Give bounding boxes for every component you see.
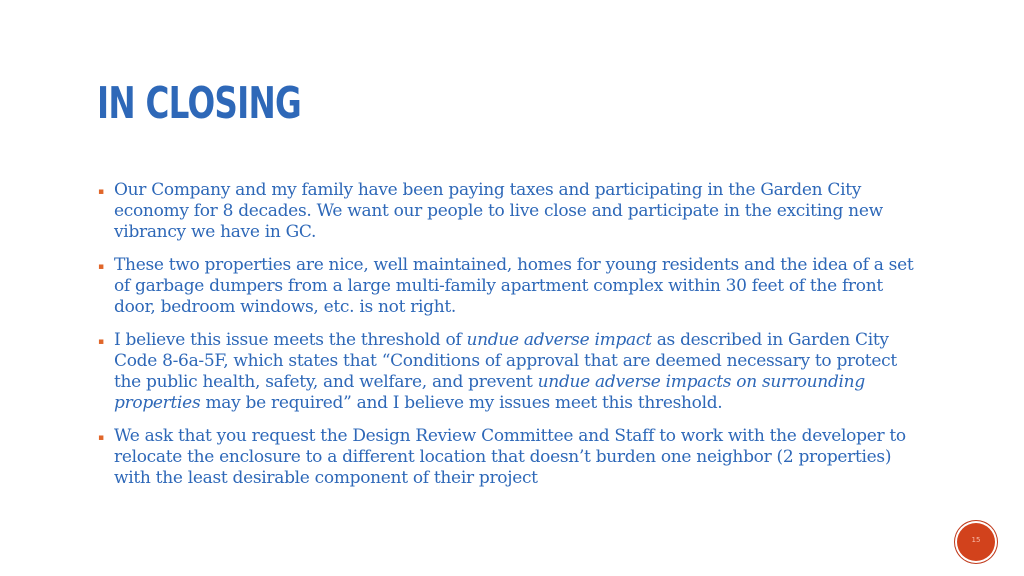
slide-number: 15 — [971, 536, 981, 544]
bullet-item — [98, 426, 928, 489]
bullet-text-part: as described in Garden City Code 8-6a-5F, which states that “Conditions of approval that are deemed necessary to protect the public health, safety, and welfare, and prevent — [114, 330, 897, 392]
bullet-item — [98, 330, 928, 414]
bullet-square-icon: ▪ — [98, 337, 104, 347]
bullet-item — [98, 255, 928, 318]
bullet-item — [98, 180, 928, 243]
bullet-text: These two properties are nice, well maintained, homes for young residents and the idea of a set of garbage dumpers from a large multi-family apartment complex within 30 feet of the front door, bedroom windows, etc. is not right. — [114, 255, 914, 317]
bullet-text — [114, 330, 897, 413]
italic-phrase: undue adverse impacts on surrounding properties — [114, 372, 865, 413]
slide-title: IN CLOSING — [97, 78, 302, 129]
bullet-list — [98, 180, 928, 489]
bullet-text-part: may be required” and I believe my issues meet this threshold. — [200, 393, 723, 413]
bullet-square-icon: ▪ — [98, 262, 104, 272]
bullet-text: We ask that you request the Design Review Committee and Staff to work with the developer to relocate the enclosure to a different location that doesn’t burden one neighbor (2 properties) with the least desirable component of their project — [114, 426, 906, 488]
slide-number-button[interactable] — [957, 523, 995, 561]
bullet-text: Our Company and my family have been paying taxes and participating in the Garden City economy for 8 decades. We want our people to live close and participate in the exciting new vibrancy we have in GC. — [114, 180, 883, 242]
italic-phrase: undue adverse impact — [466, 330, 652, 350]
bullet-square-icon: ▪ — [98, 187, 104, 197]
bullet-text-part: I believe this issue meets the threshold of — [114, 330, 467, 350]
bullet-square-icon: ▪ — [98, 433, 104, 443]
